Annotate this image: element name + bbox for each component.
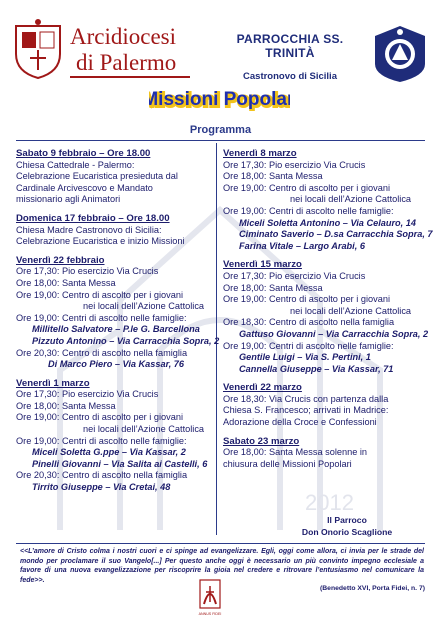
programma-heading: Programma bbox=[189, 124, 252, 136]
event-line: Celebrazione Eucaristica e inizio Missioni bbox=[16, 236, 185, 247]
watermark-year: 2012 bbox=[305, 490, 354, 515]
host-family: Gattuso Giovanni – Via Carracchia Sopra, 2 bbox=[239, 328, 429, 339]
event-line: Ore 19,00: Centri di ascolto nelle famiglie: bbox=[16, 435, 187, 446]
event-line: Chiesa S. Francesco; arrivati in Madrice: bbox=[223, 405, 389, 416]
event-line: Ore 18,00: Santa Messa bbox=[223, 171, 323, 182]
event-line: Ore 19,00: Centri di ascolto nelle famiglie: bbox=[223, 340, 394, 351]
archdiocese-underline bbox=[70, 76, 190, 78]
event-date: Venerdì 8 marzo bbox=[223, 148, 297, 159]
event-line: Ore 20,30: Centro di ascolto nella famiglia bbox=[16, 470, 188, 481]
event-line: nei locali dell’Azione Cattolica bbox=[290, 194, 412, 205]
event-line: Ore 18,00: Santa Messa bbox=[16, 400, 116, 411]
archdiocese-line-2: di Palermo bbox=[76, 50, 177, 75]
event-line: Ore 18,30: Via Crucis con partenza dalla bbox=[223, 393, 389, 404]
host-family: Miceli Soletta G.ppe – Via Kassar, 2 bbox=[32, 447, 186, 458]
annus-fidei-logo-icon bbox=[198, 578, 222, 618]
event-date: Venerdì 22 febbraio bbox=[16, 254, 105, 266]
host-family: Miceli Soletta Antonino – Via Celauro, 14 bbox=[239, 217, 416, 228]
event-line: Ore 17,30: Pio esercizio Via Crucis bbox=[223, 270, 366, 281]
event-item bbox=[223, 436, 433, 471]
left-column bbox=[16, 148, 220, 501]
event-line: chiusura delle Missioni Popolari bbox=[223, 458, 352, 469]
missioni-popolari-banner bbox=[149, 83, 290, 111]
right-column bbox=[223, 148, 433, 477]
event-line: Ore 19,00: Centro di ascolto per i giovani bbox=[223, 182, 390, 193]
event-line: Ore 17,30: Pio esercizio Via Crucis bbox=[223, 159, 366, 170]
parish-crest-icon bbox=[371, 24, 429, 84]
event-item bbox=[223, 259, 433, 375]
host-family: Farina Vitale – Largo Arabi, 6 bbox=[239, 240, 365, 251]
annus-fidei-logo-text: ANNUS FIDEI bbox=[198, 612, 222, 616]
parish-block bbox=[215, 32, 365, 82]
event-line: Ore 19,00: Centri di ascolto nelle famiglie: bbox=[223, 205, 394, 216]
event-line: Ore 18,00: Santa Messa solenne in bbox=[223, 447, 368, 458]
event-date: Venerdì 22 marzo bbox=[223, 382, 302, 394]
event-line: Ore 18,00: Santa Messa bbox=[16, 277, 116, 288]
signature-block bbox=[292, 514, 402, 538]
top-divider bbox=[16, 140, 425, 141]
event-line: Ore 19,00: Centro di ascolto per i giovani bbox=[16, 412, 183, 423]
host-family: Cannella Giuseppe – Via Kassar, 71 bbox=[239, 363, 394, 374]
event-line: missionario agli Animatori bbox=[16, 194, 121, 205]
event-line: Adorazione della Croce e Confessioni bbox=[223, 417, 377, 428]
event-item bbox=[223, 148, 433, 252]
host-family: Pizzuto Antonino – Via Carracchia Sopra, 2 bbox=[32, 335, 220, 346]
event-item bbox=[16, 148, 214, 206]
archdiocese-crest-icon bbox=[12, 18, 64, 80]
event-line: Cardinale Arcivescovo e Mandato bbox=[16, 182, 153, 193]
event-line: Chiesa Cattedrale - Palermo: bbox=[16, 159, 135, 170]
event-line: nei locali dell’Azione Cattolica bbox=[83, 424, 205, 435]
parish-city: Castronovo di Sicilia bbox=[243, 71, 337, 82]
event-date: Venerdì 1 marzo bbox=[16, 377, 90, 389]
host-family: Di Marco Piero – Via Kassar, 76 bbox=[48, 359, 185, 370]
banner-title: Missioni Popola bbox=[149, 89, 287, 110]
quote-text: <<L’amore di Cristo colma i nostri cuori e ci spinge ad evangelizzare. Egli, oggi come allora, ci invia per le strade del mondo per proclamare il suo Vangelo[...] Per questo anche oggi è necessario un più convinto impegno ecclesiale a favore di una nuova evangelizzazione per riscoprire la gioia nel credere e ritrovare l’entusiasmo nel comunicare la fede>>. bbox=[20, 548, 424, 584]
event-line: Ore 18,00: Santa Messa bbox=[223, 282, 323, 293]
header bbox=[8, 6, 433, 84]
event-item bbox=[16, 213, 214, 248]
event-line: Ore 17,30: Pio esercizio Via Crucis bbox=[16, 266, 159, 277]
quote-citation: (Benedetto XVI, Porta Fidei, n. 7) bbox=[320, 585, 425, 592]
host-family: Gentile Luigi – Via S. Pertini, 1 bbox=[239, 352, 371, 363]
banner-shadow-text: Missioni Popola bbox=[149, 90, 289, 111]
event-line: Ore 19,00: Centro di ascolto per i giovani bbox=[16, 289, 183, 300]
event-item bbox=[16, 378, 214, 494]
signature-role: Il Parroco bbox=[327, 515, 367, 525]
archdiocese-line-1: Arcidiocesi bbox=[70, 24, 177, 49]
event-line: Celebrazione Eucaristica presieduta dal bbox=[16, 171, 178, 182]
parish-name: PARROCCHIA SS. TRINITÀ bbox=[236, 32, 344, 60]
event-date: Sabato 9 febbraio – Ore 18.00 bbox=[16, 148, 151, 159]
event-date: Sabato 23 marzo bbox=[223, 435, 300, 447]
event-line: Ore 19,00: Centri di ascolto nelle famiglie: bbox=[16, 312, 187, 323]
event-line: Ore 17,30: Pio esercizio Via Crucis bbox=[16, 389, 159, 400]
event-item bbox=[16, 254, 220, 371]
event-line: nei locali dell’Azione Cattolica bbox=[83, 301, 205, 312]
event-line: nei locali dell’Azione Cattolica bbox=[290, 305, 412, 316]
event-line: Ore 18,30: Centro di ascolto nella famiglia bbox=[223, 317, 395, 328]
host-family: Pinelli Giovanni – Via Salita ai Castelli, 6 bbox=[32, 458, 208, 469]
signature-name: Don Onorio Scaglione bbox=[301, 527, 393, 537]
host-family: Ciminato Saverio – D.sa Carracchia Sopra, 7 bbox=[239, 229, 433, 240]
archdiocese-name bbox=[70, 24, 176, 76]
host-family: Tirrito Giuseppe – Via Cretai, 48 bbox=[32, 482, 171, 493]
host-family: Millitello Salvatore – P.le G. Barcellona bbox=[32, 324, 200, 335]
event-line: Chiesa Madre Castronovo di Sicilia: bbox=[16, 224, 162, 235]
event-line: Ore 19,00: Centro di ascolto per i giovani bbox=[223, 294, 390, 305]
event-item bbox=[223, 382, 433, 428]
event-date: Venerdì 15 marzo bbox=[223, 259, 302, 271]
event-date: Domenica 17 febbraio – Ore 18.00 bbox=[16, 212, 170, 224]
event-line: Ore 20,30: Centro di ascolto nella famiglia bbox=[16, 347, 188, 358]
bottom-divider bbox=[16, 543, 425, 544]
